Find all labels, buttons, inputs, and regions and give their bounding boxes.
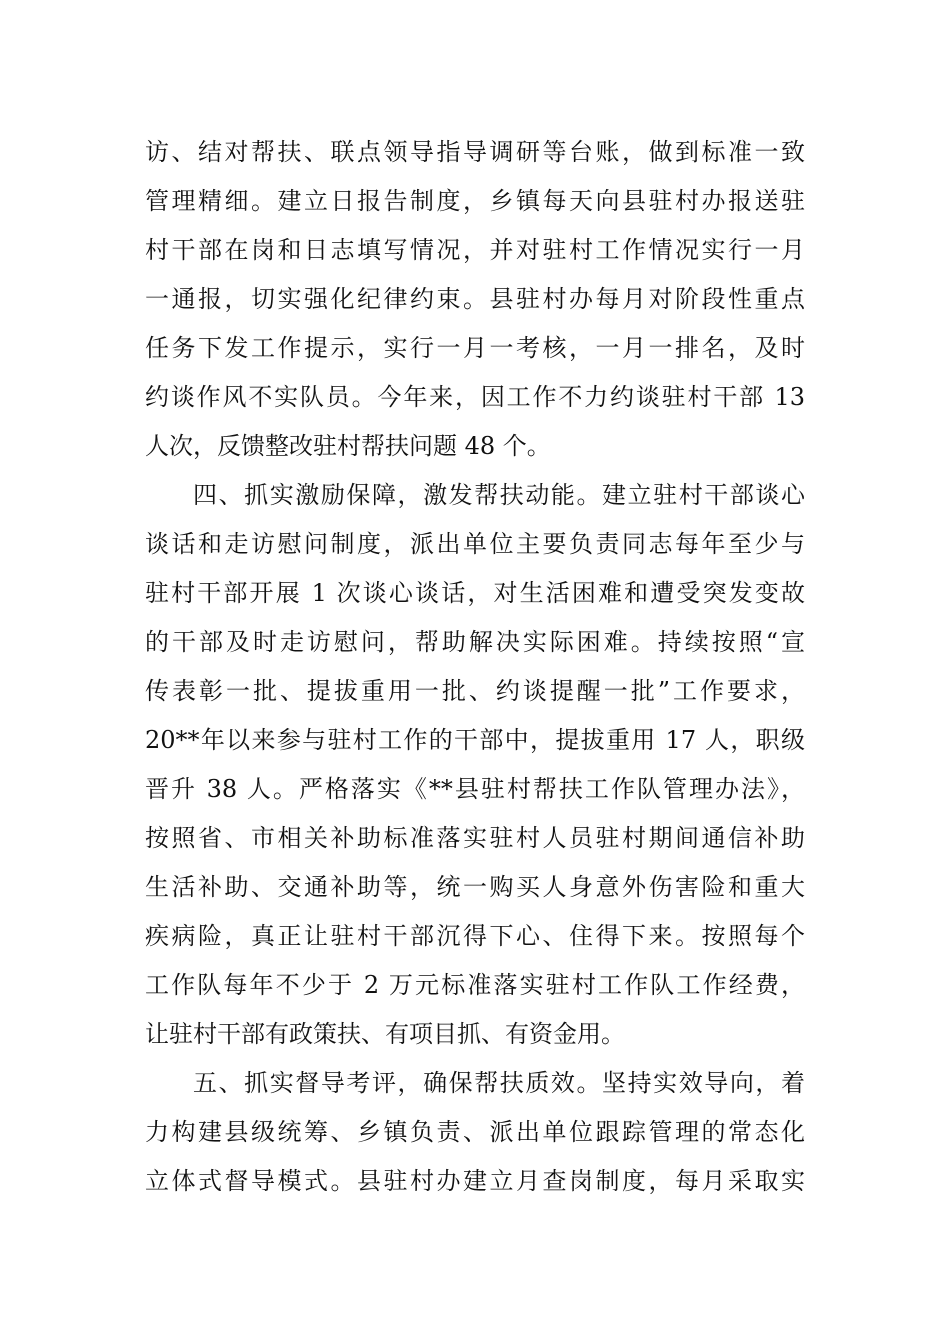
paragraph-2-line-9: 生活补助、交通补助等，统一购买人身意外伤害险和重大 [145,873,805,901]
paragraph-1-line-1: 访、结对帮扶、联点领导指导调研等台账，做到标准一致 [145,138,805,166]
paragraph-1-line-6: 约谈作风不实队员。今年来，因工作不力约谈驻村干部 13 [145,383,805,411]
body-text [145,128,805,1206]
paragraph-2-line-4: 的干部及时走访慰问，帮助解决实际困难。持续按照“宣 [145,628,805,656]
paragraph-2-line-2: 谈话和走访慰问制度，派出单位主要负责同志每年至少与 [145,530,805,558]
paragraph-3-line-2: 力构建县级统筹、乡镇负责、派出单位跟踪管理的常态化 [145,1118,805,1146]
paragraph-2-line-12: 让驻村干部有政策扶、有项目抓、有资金用。 [145,1020,625,1048]
paragraph-2-line-7: 晋升 38 人。严格落实《**县驻村帮扶工作队管理办法》， [145,775,805,803]
paragraph-2-line-3: 驻村干部开展 1 次谈心谈话，对生活困难和遭受突发变故 [145,579,805,607]
paragraph-1-line-4: 一通报，切实强化纪律约束。县驻村办每月对阶段性重点 [145,285,805,313]
paragraph-1-line-3: 村干部在岗和日志填写情况，并对驻村工作情况实行一月 [145,236,805,264]
paragraph-2-line-8: 按照省、市相关补助标准落实驻村人员驻村期间通信补助 [145,824,805,852]
paragraph-1-line-5: 任务下发工作提示，实行一月一考核，一月一排名，及时 [145,334,805,362]
paragraph-2-line-1: 四、抓实激励保障，激发帮扶动能。建立驻村干部谈心 [193,481,805,509]
paragraph-3-line-1: 五、抓实督导考评，确保帮扶质效。坚持实效导向，着 [193,1069,805,1097]
paragraph-3-line-3: 立体式督导模式。县驻村办建立月查岗制度，每月采取实 [145,1167,805,1195]
paragraph-1-line-7: 人次，反馈整改驻村帮扶问题 48 个。 [145,432,551,460]
paragraph-2-line-11: 工作队每年不少于 2 万元标准落实驻村工作队工作经费， [145,971,805,999]
paragraph-2-line-10: 疾病险，真正让驻村干部沉得下心、住得下来。按照每个 [145,922,805,950]
paragraph-2-line-5: 传表彰一批、提拔重用一批、约谈提醒一批”工作要求， [145,677,805,705]
paragraph-2-line-6: 20**年以来参与驻村工作的干部中，提拔重用 17 人，职级 [145,726,805,754]
paragraph-1-line-2: 管理精细。建立日报告制度，乡镇每天向县驻村办报送驻 [145,187,805,215]
